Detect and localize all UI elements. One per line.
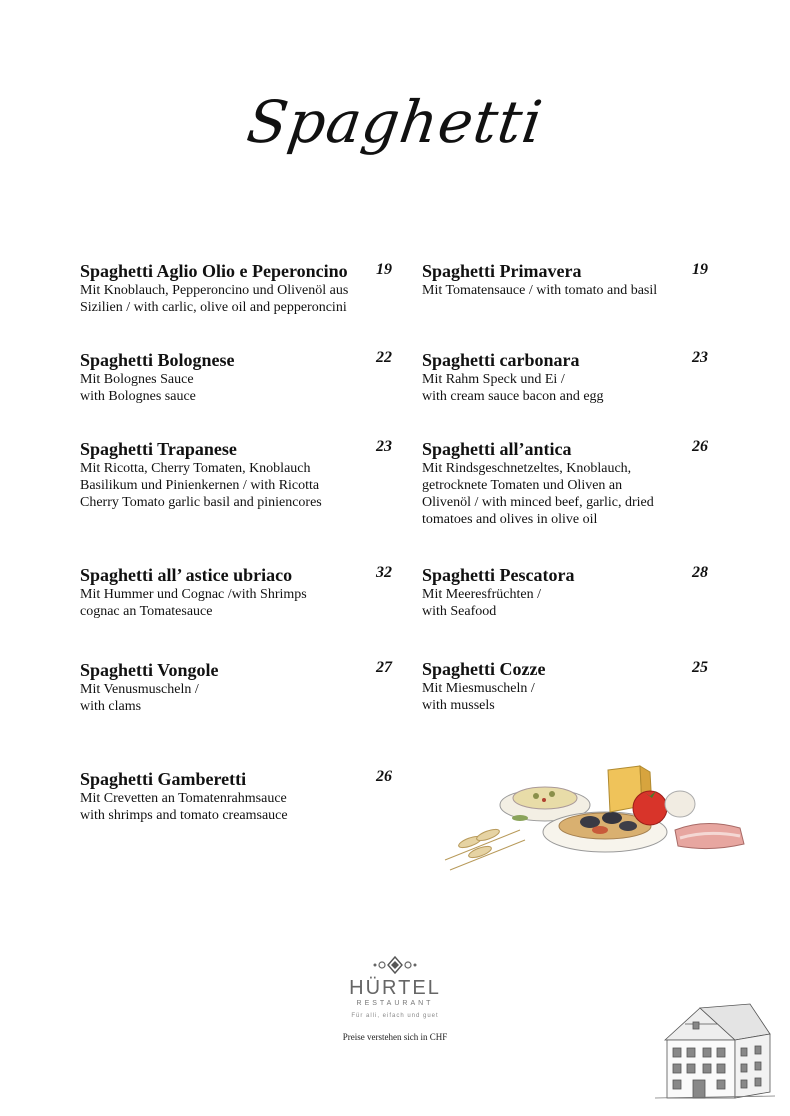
item-name: Spaghetti carbonara: [422, 350, 580, 370]
item-name: Spaghetti Vongole: [80, 660, 219, 680]
desc-line: Mit Venusmuscheln /: [80, 682, 199, 697]
item-description: [80, 681, 219, 715]
menu-item-vongole: [80, 660, 219, 715]
desc-line: Olivenöl / with minced beef, garlic, dried: [422, 495, 654, 510]
menu-item-pescatora: [422, 565, 574, 620]
desc-line: getrocknete Tomaten und Oliven an: [422, 478, 623, 493]
item-price: 32: [376, 564, 392, 581]
item-name: Spaghetti Primavera: [422, 261, 582, 281]
item-name: Spaghetti Cozze: [422, 659, 546, 679]
desc-line: Mit Miesmuscheln /: [422, 681, 535, 696]
item-price: 26: [376, 768, 392, 785]
menu-item-carbonara: [422, 350, 604, 405]
desc-line: cognac an Tomatesauce: [80, 604, 213, 619]
item-description: [422, 586, 574, 620]
item-price: 23: [692, 349, 708, 366]
desc-line: Cherry Tomato garlic basil and piniencores: [80, 495, 322, 510]
item-price: 25: [692, 659, 708, 676]
logo-subtitle: RESTAURANT: [356, 1000, 434, 1007]
item-name: Spaghetti all’antica: [422, 439, 572, 459]
desc-line: Mit Crevetten an Tomatenrahmsauce: [80, 791, 287, 806]
item-description: [422, 680, 545, 714]
item-price: 26: [692, 438, 708, 455]
item-description: [80, 790, 288, 824]
item-description: [80, 371, 235, 405]
desc-line: with shrimps and tomato creamsauce: [80, 808, 288, 823]
desc-line: with Seafood: [422, 604, 497, 619]
desc-line: with clams: [80, 699, 142, 714]
item-description: [80, 460, 322, 511]
item-name: Spaghetti Gamberetti: [80, 769, 247, 789]
item-description: [422, 460, 654, 528]
building-illustration: [655, 1000, 775, 1102]
menu-item-gamberetti: [80, 769, 288, 824]
desc-line: tomatoes and olives in olive oil: [422, 512, 598, 527]
item-name: Spaghetti Bolognese: [80, 350, 235, 370]
menu-item-cozze: [422, 659, 545, 714]
menu-item-astice: [80, 565, 307, 620]
desc-line: with Bolognes sauce: [80, 389, 196, 404]
item-price: 19: [692, 261, 708, 278]
item-price: 22: [376, 349, 392, 366]
price-note: Preise verstehen sich in CHF: [342, 1032, 448, 1042]
item-name: Spaghetti Trapanese: [80, 439, 237, 459]
page-title: Spaghetti: [243, 88, 547, 156]
menu-item-trapanese: [80, 439, 322, 511]
desc-line: Mit Ricotta, Cherry Tomaten, Knoblauch: [80, 461, 311, 476]
item-price: 19: [376, 261, 392, 278]
item-description: [80, 586, 307, 620]
item-price: 23: [376, 438, 392, 455]
desc-line: Basilikum und Pinienkernen / with Ricotta: [80, 478, 320, 493]
desc-line: Mit Tomatensauce / with tomato and basil: [422, 283, 658, 298]
logo-name: HÜRTEL: [349, 977, 441, 999]
item-name: Spaghetti Pescatora: [422, 565, 575, 585]
menu-item-antica: [422, 439, 654, 528]
desc-line: Mit Meeresfrüchten /: [422, 587, 541, 602]
item-description: [80, 282, 348, 316]
menu-item-bolognese: [80, 350, 235, 405]
desc-line: Sizilien / with carlic, olive oil and pepperoncini: [80, 300, 347, 315]
desc-line: Mit Knoblauch, Pepperoncino und Olivenöl aus: [80, 283, 349, 298]
restaurant-logo-icon: [372, 955, 418, 975]
desc-line: with mussels: [422, 698, 495, 713]
desc-line: with cream sauce bacon and egg: [422, 389, 604, 404]
item-name: Spaghetti all’ astice ubriaco: [80, 565, 293, 585]
logo-tagline: Für alli, eifach und guet: [351, 1013, 439, 1019]
desc-line: Mit Bolognes Sauce: [80, 372, 194, 387]
item-price: 28: [692, 564, 708, 581]
item-price: 27: [376, 659, 392, 676]
desc-line: Mit Hummer und Cognac /with Shrimps: [80, 587, 307, 602]
menu-item-aglio-olio: [80, 261, 348, 316]
item-description: [422, 282, 657, 299]
desc-line: Mit Rindsgeschnetzeltes, Knoblauch,: [422, 461, 632, 476]
item-name: Spaghetti Aglio Olio e Peperoncino: [80, 261, 348, 281]
menu-item-primavera: [422, 261, 657, 299]
desc-line: Mit Rahm Speck und Ei /: [422, 372, 565, 387]
food-illustration: [440, 760, 760, 880]
item-description: [422, 371, 604, 405]
